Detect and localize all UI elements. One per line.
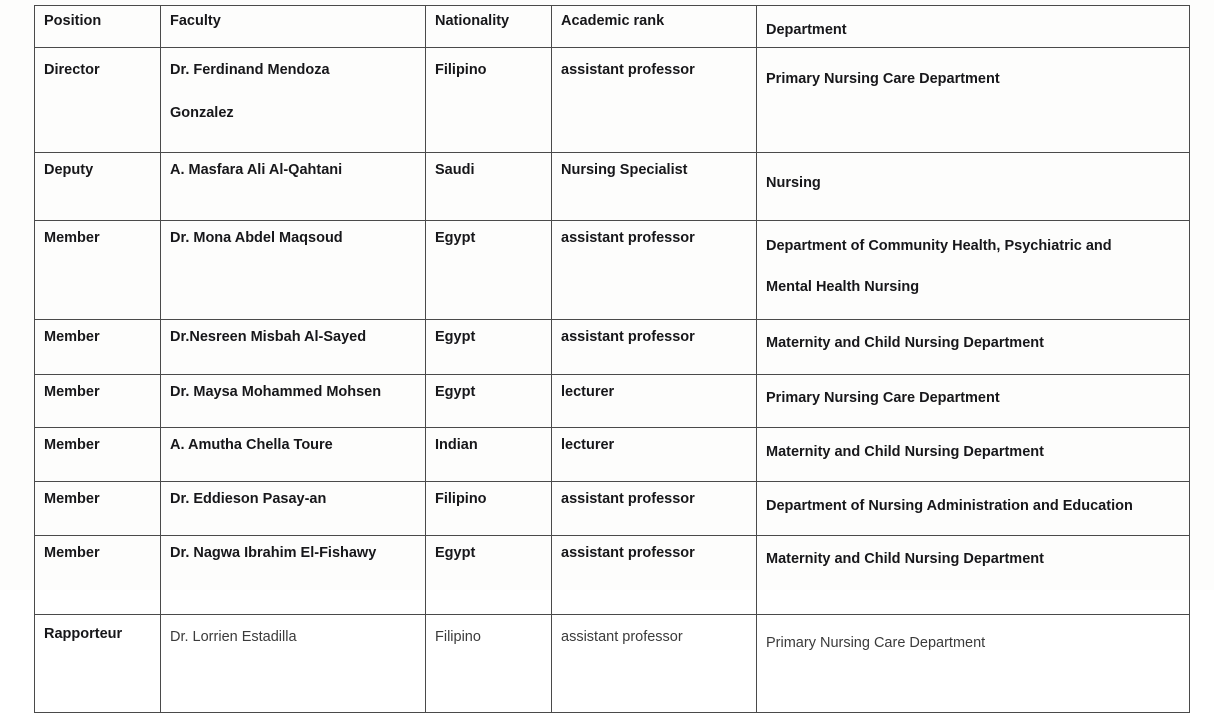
cell-nationality: Egypt	[426, 536, 552, 615]
cell-faculty: Dr. Maysa Mohammed Mohsen	[161, 375, 426, 428]
cell-position: Rapporteur	[35, 615, 161, 713]
cell-position: Member	[35, 221, 161, 320]
cell-nationality: Filipino	[426, 48, 552, 153]
cell-faculty	[161, 48, 426, 153]
cell-position: Deputy	[35, 153, 161, 221]
cell-academic-rank: assistant professor	[552, 48, 757, 153]
table-row	[35, 221, 1190, 320]
cell-academic-rank: assistant professor	[552, 482, 757, 536]
cell-academic-rank: lecturer	[552, 428, 757, 482]
cell-faculty: A. Masfara Ali Al-Qahtani	[161, 153, 426, 221]
cell-position: Director	[35, 48, 161, 153]
cell-academic-rank: Nursing Specialist	[552, 153, 757, 221]
cell-department	[757, 221, 1190, 320]
cell-department: Department of Nursing Administration and Education	[757, 482, 1190, 536]
cell-department: Primary Nursing Care Department	[757, 615, 1190, 713]
table-row	[35, 375, 1190, 428]
cell-department: Primary Nursing Care Department	[757, 48, 1190, 153]
department-line-1: Department of Community Health, Psychiatric and	[766, 238, 1112, 255]
table-row	[35, 320, 1190, 375]
cell-department: Maternity and Child Nursing Department	[757, 428, 1190, 482]
committee-table	[34, 5, 1190, 713]
cell-faculty: Dr.Nesreen Misbah Al-Sayed	[161, 320, 426, 375]
cell-faculty: Dr. Lorrien Estadilla	[161, 615, 426, 713]
cell-nationality: Egypt	[426, 320, 552, 375]
cell-nationality: Egypt	[426, 221, 552, 320]
table-row	[35, 428, 1190, 482]
table-row	[35, 153, 1190, 221]
committee-table-container	[34, 5, 1189, 713]
cell-department: Primary Nursing Care Department	[757, 375, 1190, 428]
cell-academic-rank: assistant professor	[552, 221, 757, 320]
cell-nationality: Filipino	[426, 482, 552, 536]
table-row	[35, 482, 1190, 536]
cell-position: Member	[35, 320, 161, 375]
cell-position: Member	[35, 536, 161, 615]
cell-nationality: Egypt	[426, 375, 552, 428]
cell-department: Maternity and Child Nursing Department	[757, 320, 1190, 375]
table-row	[35, 536, 1190, 615]
column-header-position: Position	[35, 6, 161, 48]
column-header-academic-rank: Academic rank	[552, 6, 757, 48]
cell-faculty: A. Amutha Chella Toure	[161, 428, 426, 482]
cell-faculty: Dr. Mona Abdel Maqsoud	[161, 221, 426, 320]
cell-department: Maternity and Child Nursing Department	[757, 536, 1190, 615]
cell-nationality: Filipino	[426, 615, 552, 713]
table-header-row	[35, 6, 1190, 48]
cell-academic-rank: assistant professor	[552, 536, 757, 615]
cell-faculty: Dr. Nagwa Ibrahim El-Fishawy	[161, 536, 426, 615]
cell-nationality: Saudi	[426, 153, 552, 221]
cell-position: Member	[35, 375, 161, 428]
table-row	[35, 48, 1190, 153]
cell-department: Nursing	[757, 153, 1190, 221]
cell-position: Member	[35, 482, 161, 536]
faculty-name-line-2: Gonzalez	[170, 104, 234, 121]
table-row	[35, 615, 1190, 713]
column-header-department: Department	[757, 6, 1190, 48]
faculty-name-line-1: Dr. Ferdinand Mendoza	[170, 62, 330, 79]
cell-nationality: Indian	[426, 428, 552, 482]
cell-academic-rank: lecturer	[552, 375, 757, 428]
department-line-2: Mental Health Nursing	[766, 278, 920, 295]
cell-faculty: Dr. Eddieson Pasay-an	[161, 482, 426, 536]
cell-position: Member	[35, 428, 161, 482]
cell-academic-rank: assistant professor	[552, 320, 757, 375]
column-header-faculty: Faculty	[161, 6, 426, 48]
cell-academic-rank: assistant professor	[552, 615, 757, 713]
column-header-nationality: Nationality	[426, 6, 552, 48]
